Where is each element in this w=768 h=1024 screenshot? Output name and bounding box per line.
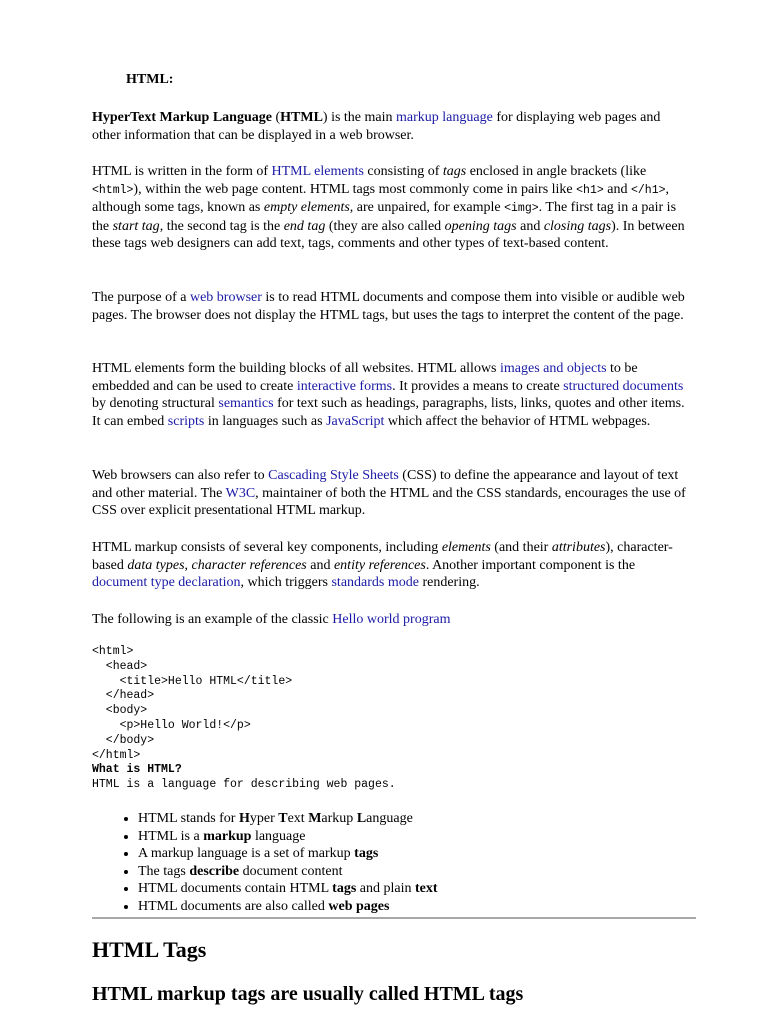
text: , although some tags, known as	[92, 181, 669, 215]
code-heading: What is HTML?	[92, 763, 182, 777]
horizontal-rule	[92, 917, 696, 919]
text: The following is an example of the classic	[92, 612, 333, 627]
text: HTML documents are also called	[138, 898, 329, 914]
text: . It provides a means to create	[392, 378, 564, 394]
link-w3c[interactable]: W3C	[225, 485, 256, 501]
text: enclosed in angle brackets (like	[466, 164, 647, 179]
text: HTML stands for	[138, 811, 239, 826]
text: by denoting structural	[92, 396, 219, 411]
text: (and their	[490, 540, 552, 555]
text: , maintainer of both the HTML and the CSS standards, encourages the use of CSS over explicit presentational HTML markup.	[92, 485, 686, 518]
text: and	[603, 181, 631, 197]
text: is the main	[327, 110, 393, 125]
code-line: <body>	[92, 704, 148, 718]
code: <html>	[92, 183, 134, 197]
text: Web browsers can also refer to	[92, 468, 269, 483]
list-item	[138, 863, 438, 881]
text: (they are also called	[325, 218, 445, 234]
text: , the second tag is the	[159, 218, 284, 234]
text: anguage	[366, 811, 413, 826]
bullet-list	[92, 810, 438, 915]
heading-markup-tags: HTML markup tags are usually called HTML tags	[92, 983, 524, 1005]
link-web-browser[interactable]: web browser	[189, 290, 262, 305]
code-line: <p>Hello World!</p>	[92, 718, 251, 732]
strong: text	[415, 881, 438, 896]
em: tags	[442, 164, 467, 179]
text: yper	[249, 811, 279, 826]
text: . The first tag in a pair is the	[92, 200, 677, 234]
strong: M	[308, 811, 322, 826]
code-line: <head>	[92, 659, 148, 673]
text: ). In between these tags web designers can add text, tags, comments and other types of text-based content.	[92, 218, 685, 251]
text: in languages such as	[204, 413, 327, 429]
text: (CSS) to define the appearance and layout of text and other material. The	[92, 468, 679, 501]
text: ,	[184, 557, 192, 573]
link-structured-documents[interactable]: structured documents	[563, 378, 684, 394]
section-label: HTML:	[126, 72, 174, 87]
code-line: <title>Hello HTML</title>	[92, 674, 293, 688]
strong: describe	[189, 863, 240, 879]
list-item	[138, 810, 438, 828]
text: HTML elements form the building blocks of all websites. HTML allows	[92, 361, 501, 376]
text: )	[322, 110, 328, 125]
strong: tags	[354, 846, 379, 861]
link-hello-world[interactable]: Hello world program	[332, 612, 451, 627]
text: for text such as headings, paragraphs, lists, links, quotes and other items. It can embed	[92, 396, 685, 429]
code-line: </head>	[92, 689, 155, 703]
text: HTML documents contain HTML	[138, 881, 333, 896]
code-line: </body>	[92, 733, 155, 747]
text: HTML is a	[138, 828, 204, 844]
list-item	[138, 880, 438, 898]
heading-html-tags: HTML Tags	[92, 937, 207, 962]
link-scripts[interactable]: scripts	[167, 413, 205, 429]
list-item	[138, 845, 438, 863]
strong: L	[356, 811, 367, 826]
text: , are unpaired, for example	[349, 200, 505, 215]
text: and plain	[356, 881, 415, 896]
text: consisting of	[367, 164, 443, 179]
text: to be embedded and can be used to create	[92, 361, 638, 394]
text: ext	[287, 811, 309, 826]
text: which affect the behavior of HTML webpages.	[384, 413, 651, 429]
paragraph-intro	[92, 109, 692, 144]
text: The purpose of a	[92, 290, 190, 305]
paragraph-example-intro	[92, 611, 692, 629]
strong: T	[278, 811, 288, 826]
link-css[interactable]: Cascading Style Sheets	[268, 468, 399, 483]
strong: H	[238, 811, 250, 826]
em: empty elements	[263, 200, 350, 215]
em: attributes	[551, 540, 606, 555]
link-semantics[interactable]: semantics	[218, 396, 274, 411]
link-images-objects[interactable]: images and objects	[500, 361, 607, 376]
text: and	[306, 557, 334, 573]
em: end tag	[283, 218, 326, 234]
text: HTML markup consists of several key components, including	[92, 540, 442, 555]
link-doctype[interactable]: document type declaration	[92, 575, 241, 590]
em: start tag	[112, 218, 160, 234]
text: document content	[239, 863, 343, 879]
strong: tags	[332, 881, 357, 896]
text: A markup language is a set of markup	[138, 846, 355, 861]
strong: markup	[203, 828, 252, 844]
term-bold: HyperText Markup Language	[92, 110, 272, 125]
paragraph-building-blocks	[92, 360, 692, 430]
text: (	[271, 110, 281, 125]
em: closing tags	[543, 218, 612, 234]
code-block	[92, 645, 396, 793]
code-line: <html>	[92, 645, 134, 658]
text: ), character-based	[92, 540, 673, 573]
abbr-bold: HTML	[280, 110, 323, 125]
list-item	[138, 898, 438, 916]
text: and	[516, 218, 544, 234]
text: . Another important component is the	[425, 557, 636, 573]
em: opening tags	[444, 218, 517, 234]
code-line: </html>	[92, 748, 141, 762]
em: data types	[127, 557, 185, 573]
text: ), within the web page content. HTML tags most commonly come in pairs like	[133, 181, 577, 197]
code: </h1>	[630, 183, 666, 197]
paragraph-browser	[92, 289, 692, 324]
em: entity references	[333, 557, 426, 573]
link-html-elements[interactable]: HTML elements	[271, 164, 368, 179]
code: <img>	[504, 202, 539, 215]
strong: web pages	[328, 898, 390, 914]
paragraph-elements	[92, 163, 692, 253]
link-interactive-forms[interactable]: interactive forms	[296, 378, 393, 394]
text: is to read HTML documents and compose them into visible or audible web pages. The browser does not display the HTML tags, but uses the tags to interpret the content of the page.	[92, 290, 685, 323]
link-markup-language[interactable]: markup language	[392, 110, 493, 125]
text: arkup	[321, 811, 357, 826]
text: , which triggers	[240, 575, 332, 590]
text: rendering.	[418, 575, 480, 590]
text: language	[251, 828, 306, 844]
em: character references	[191, 557, 307, 573]
text: HTML is written in the form of	[92, 164, 272, 179]
link-javascript[interactable]: JavaScript	[326, 413, 385, 429]
em: elements	[441, 540, 491, 555]
paragraph-css	[92, 467, 692, 520]
text: for displaying web pages and other information that can be displayed in a web browser.	[92, 110, 661, 143]
paragraph-components	[92, 539, 692, 592]
link-standards-mode[interactable]: standards mode	[331, 575, 419, 590]
text: The tags	[138, 863, 190, 879]
list-item	[138, 828, 438, 846]
code-description: HTML is a language for describing web pages.	[92, 778, 396, 792]
code: <h1>	[576, 183, 604, 197]
